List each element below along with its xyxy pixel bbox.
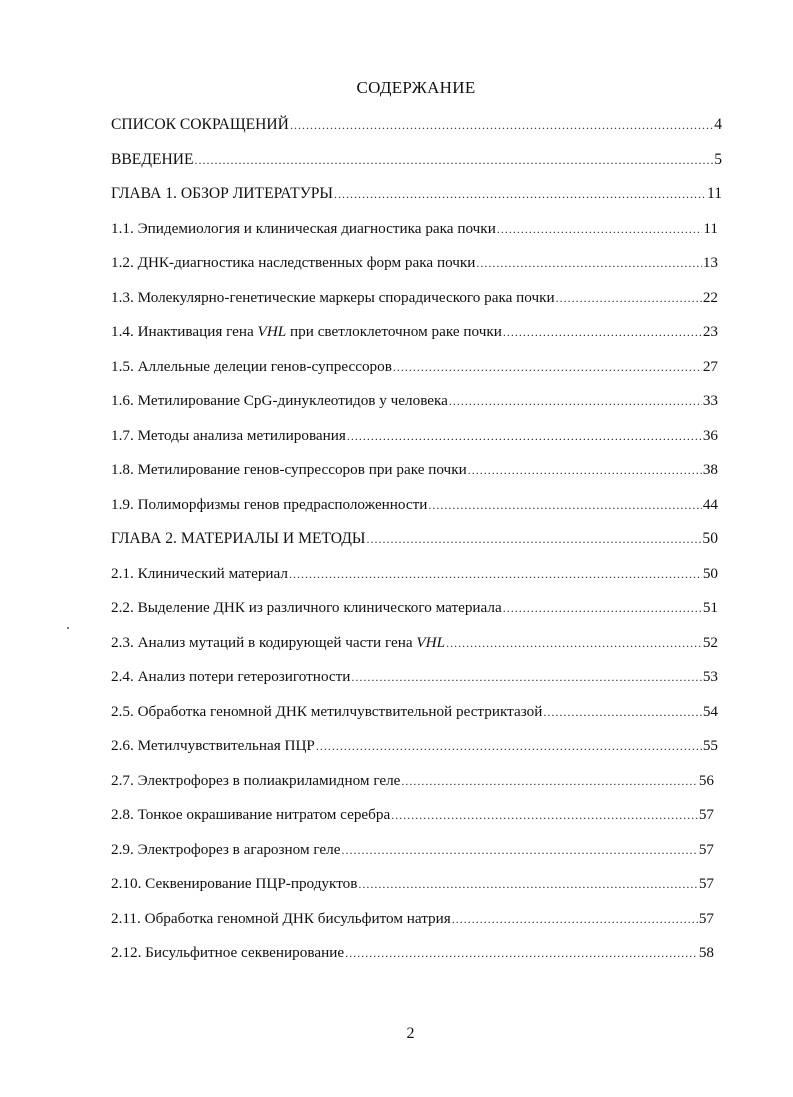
toc-entry[interactable] — [111, 668, 718, 690]
toc-entry-label-part: при светлоклеточном раке почки — [286, 323, 502, 340]
dot-leader — [195, 153, 714, 168]
toc-entry[interactable] — [111, 737, 718, 759]
toc-entry[interactable] — [111, 944, 714, 966]
toc-entry-label: 2.12. Бисульфитное секвенирование — [111, 944, 345, 961]
toc-entry-page: 22 — [702, 288, 718, 306]
dot-leader — [393, 360, 702, 375]
dot-leader — [428, 498, 701, 513]
toc-entry[interactable] — [111, 289, 718, 311]
toc-entry-page: 36 — [702, 426, 718, 444]
toc-entry-page: 50 — [702, 564, 718, 582]
dot-leader — [316, 739, 702, 754]
toc-entry-label: 1.5. Аллельные делеции генов-супрессоров — [111, 357, 392, 375]
toc-entry-label: 1.7. Методы анализа метилирования — [111, 426, 346, 444]
toc-entry-page: 11 — [703, 219, 718, 237]
toc-entry-page: 57 — [698, 875, 714, 892]
toc-entry-label: ГЛАВА 2. МАТЕРИАЛЫ И МЕТОДЫ — [111, 530, 366, 547]
dot-leader — [401, 774, 697, 789]
toc-entry-label: 1.9. Полиморфизмы генов предрасположенности — [111, 495, 428, 513]
toc-entry-page: 53 — [702, 668, 718, 685]
toc-entry-page: 58 — [698, 944, 714, 961]
toc-entry-label: 2.9. Электрофорез в агарозном геле — [111, 840, 341, 858]
dot-leader — [543, 705, 701, 720]
toc-entry-page: 57 — [698, 806, 714, 823]
toc-entry-label: 1.2. ДНК-диагностика наследственных форм рака почки — [111, 254, 476, 271]
toc-entry-page: 55 — [702, 737, 718, 754]
page-number: 2 — [406, 1025, 415, 1042]
toc-entry-page: 11 — [706, 185, 722, 202]
toc-entry-label: 1.6. Метилирование CpG-динуклеотидов у человека — [111, 392, 448, 409]
dot-leader — [503, 325, 702, 340]
toc-entry[interactable] — [111, 806, 714, 828]
toc-entry-label: 2.6. Метилчувствительная ПЦР — [111, 737, 315, 754]
toc-entry[interactable] — [111, 599, 718, 621]
toc-entry-label — [111, 634, 445, 652]
toc-entry-page: 33 — [702, 392, 718, 409]
scan-speck — [67, 627, 69, 629]
toc-entry-page: 27 — [702, 357, 718, 375]
toc-entry[interactable] — [111, 530, 718, 552]
dot-leader — [289, 567, 702, 582]
dot-leader — [468, 463, 702, 478]
toc-entry[interactable] — [111, 116, 722, 138]
toc-entry-page: 57 — [698, 840, 714, 858]
toc-entry[interactable] — [111, 565, 718, 587]
toc-entry[interactable] — [111, 772, 714, 794]
dot-leader — [334, 187, 706, 202]
toc-entry[interactable] — [111, 254, 718, 276]
toc-entry-label: ВВЕДЕНИЕ — [111, 150, 194, 168]
dot-leader — [556, 291, 702, 306]
dot-leader — [497, 222, 703, 237]
toc-entry[interactable] — [111, 427, 718, 449]
toc-entry-page: 51 — [702, 599, 718, 616]
toc-entry-label: 2.8. Тонкое окрашивание нитратом серебра — [111, 806, 391, 823]
toc-entry-page: 56 — [698, 771, 714, 789]
toc-entry-label-part: 2.3. Анализ мутаций в кодирующей части гена — [111, 633, 417, 651]
toc-entry-page: 38 — [702, 461, 718, 478]
toc-entry-page: 5 — [714, 150, 722, 168]
dot-leader — [367, 532, 702, 547]
toc-entry-label: 2.5. Обработка геномной ДНК метилчувствительной рестриктазой — [111, 702, 543, 720]
toc-entry-label: 2.11. Обработка геномной ДНК бисульфитом натрия — [111, 909, 451, 927]
toc-entry-page: 50 — [702, 530, 718, 547]
toc-entry[interactable] — [111, 185, 722, 207]
toc-entry[interactable] — [111, 358, 718, 380]
toc-entry[interactable] — [111, 634, 718, 656]
gene-name: VHL — [416, 633, 446, 651]
dot-leader — [345, 946, 698, 961]
toc-entry-page: 23 — [702, 323, 718, 340]
dot-leader — [452, 912, 698, 927]
toc-entry-page: 4 — [714, 116, 722, 133]
dot-leader — [503, 601, 702, 616]
toc-entry[interactable] — [111, 875, 714, 897]
dot-leader — [446, 636, 702, 651]
toc-entry-page: 13 — [702, 254, 718, 271]
toc-entry-label — [111, 323, 502, 341]
toc-entry-label: ГЛАВА 1. ОБЗОР ЛИТЕРАТУРЫ — [111, 185, 334, 202]
toc-entry[interactable] — [111, 910, 714, 932]
toc-entry-page: 57 — [698, 909, 714, 927]
toc-entry-page: 54 — [702, 702, 718, 720]
toc-entry-label: 2.4. Анализ потери гетерозиготности — [111, 668, 351, 685]
toc-entry[interactable] — [111, 392, 718, 414]
toc-entry-label: 2.7. Электрофорез в полиакриламидном геле — [111, 771, 401, 789]
toc-entry[interactable] — [111, 703, 718, 725]
dot-leader — [347, 429, 702, 444]
toc-entry-label: 1.1. Эпидемиология и клиническая диагностика рака почки — [111, 219, 496, 237]
toc-entry-label: 2.10. Секвенирование ПЦР-продуктов — [111, 875, 358, 892]
toc-entry[interactable] — [111, 220, 718, 242]
dot-leader — [341, 843, 697, 858]
toc-entry-label: 2.2. Выделение ДНК из различного клинического материала — [111, 599, 502, 616]
toc-entry-page: 52 — [702, 633, 718, 651]
toc-entry-label-part: 1.4. Инактивация гена — [111, 323, 258, 340]
toc-entry[interactable] — [111, 151, 722, 173]
toc-entry-label: 1.8. Метилирование генов-супрессоров при раке почки — [111, 461, 467, 478]
toc-entry-label: СПИСОК СОКРАЩЕНИЙ — [111, 116, 289, 133]
dot-leader — [476, 256, 701, 271]
dot-leader — [358, 877, 697, 892]
toc-entry[interactable] — [111, 496, 718, 518]
dot-leader — [449, 394, 702, 409]
dot-leader — [290, 118, 713, 133]
toc-entry-label: 1.3. Молекулярно-генетические маркеры спорадического рака почки — [111, 288, 555, 306]
toc-entry[interactable] — [111, 461, 718, 483]
toc-entry[interactable] — [111, 323, 718, 345]
gene-name: VHL — [257, 323, 287, 340]
page-title: СОДЕРЖАНИЕ — [356, 78, 476, 97]
toc-entry-page: 44 — [702, 495, 718, 513]
dot-leader — [351, 670, 701, 685]
toc-entry-label: 2.1. Клинический материал — [111, 564, 289, 582]
dot-leader — [391, 808, 698, 823]
toc-entry[interactable] — [111, 841, 714, 863]
